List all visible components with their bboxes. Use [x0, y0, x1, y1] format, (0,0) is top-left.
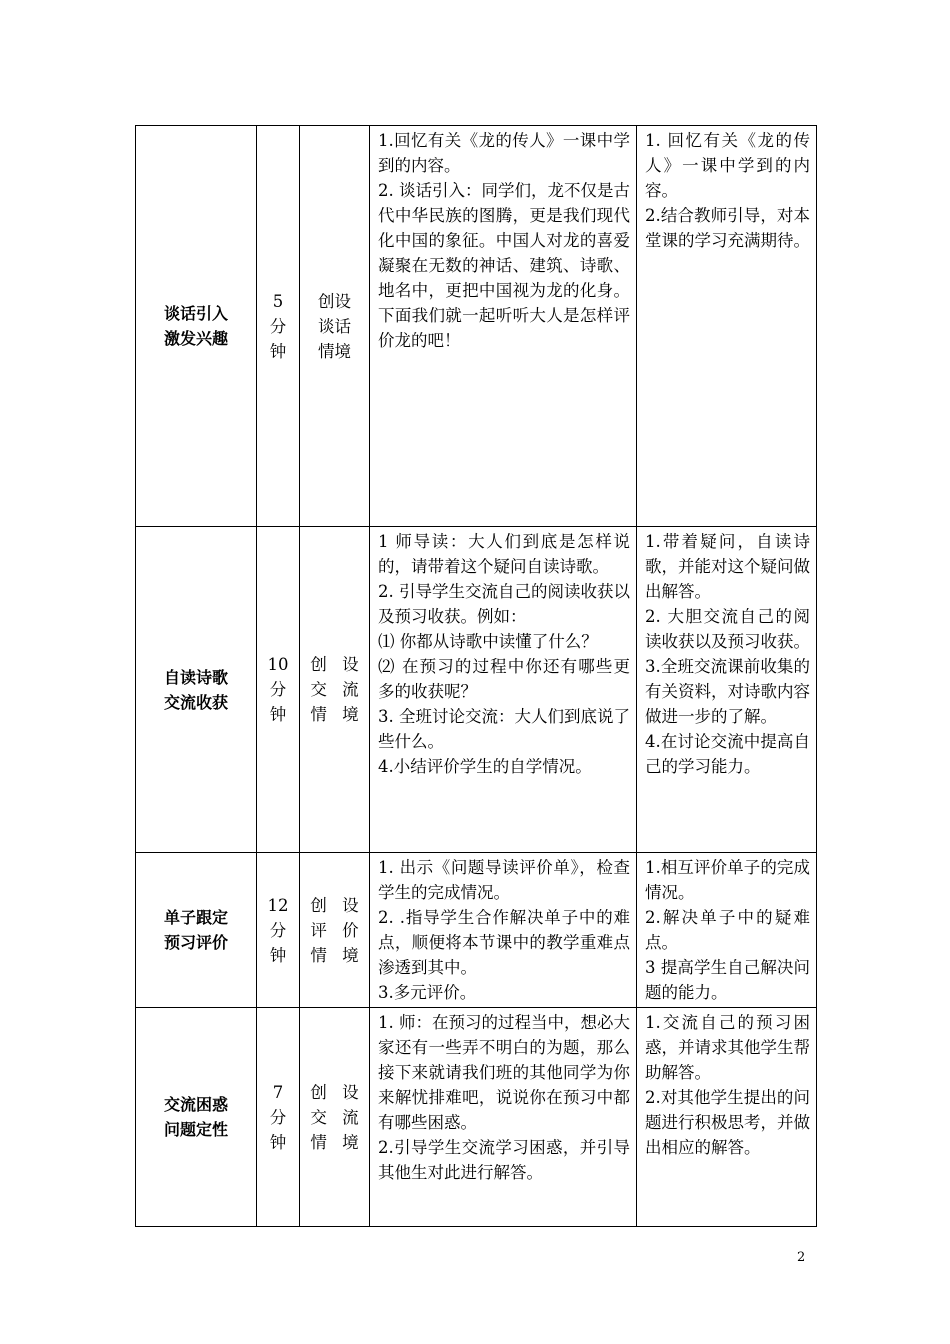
method-line: 情 境: [310, 1132, 359, 1152]
teacher-activity-item: 1. 出示《问题导读评价单》，检查学生的完成情况。: [378, 858, 630, 902]
method-line: 创 设: [310, 1082, 359, 1102]
time-cell: [257, 1008, 300, 1227]
teacher-activity-item: 2. .指导学生合作解决单子中的难点，顺便将本节课中的教学重难点渗透到其中。: [378, 908, 630, 977]
student-activity-item: 1.带着疑问，自读诗歌，并能对这个疑问做出解答。: [645, 532, 810, 601]
time-line: 钟: [269, 1132, 287, 1152]
stage-cell: [136, 1008, 257, 1227]
method-cell: [300, 853, 370, 1008]
teacher-activity-item: 1.回忆有关《龙的传人》一课中学到的内容。: [378, 131, 630, 175]
stage-line: 问题定性: [163, 1120, 228, 1139]
time-line: 12: [267, 895, 289, 915]
stage-line: 激发兴趣: [163, 329, 228, 348]
teacher-activity-item: 2. 引导学生交流自己的阅读收获以及预习收获。例如：: [378, 582, 630, 626]
table-row: [136, 126, 817, 527]
teacher-activity-item: 3. 全班讨论交流：大人们到底说了些什么。: [378, 707, 630, 751]
time-cell: [257, 527, 300, 853]
method-line: 交 流: [310, 1107, 359, 1127]
table-row: [136, 853, 817, 1008]
table-row: [136, 527, 817, 853]
student-activity-cell: [637, 527, 817, 853]
student-activity-item: 2.对其他学生提出的问题进行积极思考，并做出相应的解答。: [645, 1088, 810, 1157]
student-activity-item: 2.结合教师引导，对本堂课的学习充满期待。: [645, 206, 810, 250]
method-line: 情 境: [310, 705, 359, 724]
teacher-activity-item: 2.引导学生交流学习困惑，并引导其他生对此进行解答。: [378, 1138, 630, 1182]
stage-line: 交流收获: [163, 692, 228, 712]
student-activity-item: 3.全班交流课前收集的有关资料，对诗歌内容做进一步的了解。: [645, 657, 810, 726]
time-line: 7: [272, 1082, 284, 1102]
time-line: 钟: [269, 945, 287, 965]
method-cell: [300, 126, 370, 527]
student-activity-item: 3 提高学生自己解决问题的能力。: [645, 958, 810, 1002]
time-line: 分: [269, 920, 287, 940]
method-line: 创 设: [310, 895, 359, 915]
teacher-activity-item: ⑵ 在预习的过程中你还有哪些更多的收获呢？: [378, 657, 630, 701]
stage-line: 单子跟定: [163, 908, 228, 927]
teacher-activity-item: 4.小结评价学生的自学情况。: [378, 757, 592, 776]
student-activity-cell: [637, 853, 817, 1008]
stage-line: 预习评价: [163, 933, 228, 952]
lesson-plan-table: [135, 125, 817, 1227]
student-activity-item: 1.交流自己的预习困惑，并请求其他学生帮助解答。: [645, 1013, 810, 1082]
stage-cell: [136, 126, 257, 527]
method-cell: [300, 1008, 370, 1227]
teacher-activity-cell: [370, 527, 637, 853]
time-line: 5: [272, 291, 284, 311]
time-line: 钟: [269, 705, 287, 724]
time-line: 分: [269, 1107, 287, 1127]
teacher-activity-item: ⑴ 你都从诗歌中读懂了什么？: [378, 632, 598, 651]
time-line: 分: [269, 680, 287, 699]
teacher-activity-cell: [370, 126, 637, 527]
teacher-activity-cell: [370, 853, 637, 1008]
student-activity-item: 4.在讨论交流中提高自己的学习能力。: [645, 732, 810, 776]
method-cell: [300, 527, 370, 853]
time-line: 钟: [269, 341, 287, 361]
table-row: [136, 1008, 817, 1227]
teacher-activity-item: 3.多元评价。: [378, 983, 477, 1002]
student-activity-item: 1.相互评价单子的完成情况。: [645, 858, 810, 902]
time-cell: [257, 126, 300, 527]
time-line: 分: [269, 316, 287, 336]
time-line: 10: [267, 655, 289, 674]
teacher-activity-cell: [370, 1008, 637, 1227]
stage-line: 谈话引入: [163, 304, 228, 323]
teacher-activity-item: 1 师导读：大人们到底是怎样说的，请带着这个疑问自读诗歌。: [378, 532, 630, 576]
method-line: 评 价: [310, 920, 359, 940]
method-line: 交 流: [310, 680, 359, 699]
stage-cell: [136, 853, 257, 1008]
time-cell: [257, 853, 300, 1008]
page-number: 2: [797, 1250, 806, 1265]
stage-cell: [136, 527, 257, 853]
stage-line: 交流困惑: [163, 1095, 228, 1114]
student-activity-cell: [637, 126, 817, 527]
method-line: 情境: [318, 341, 351, 361]
stage-line: 自读诗歌: [163, 667, 228, 687]
student-activity-item: 2. 大胆交流自己的阅读收获以及预习收获。: [645, 607, 810, 651]
student-activity-item: 1. 回忆有关《龙的传人》一课中学到的内容。: [645, 131, 810, 200]
teacher-activity-item: 1. 师：在预习的过程当中，想必大家还有一些弄不明白的为题，那么接下来就请我们班的其他同学为你来解忧排难吧，说说你在预习中都有哪些困惑。: [378, 1013, 630, 1132]
student-activity-item: 2.解决单子中的疑难点。: [645, 908, 810, 952]
teacher-activity-item: 2. 谈话引入：同学们，龙不仅是古代中华民族的图腾，更是我们现代化中国的象征。中国人对龙的喜爱凝聚在无数的神话、建筑、诗歌、地名中，更把中国视为龙的化身。下面我们就一起听听大人是怎样评价龙的吧！: [378, 181, 630, 350]
student-activity-cell: [637, 1008, 817, 1227]
method-line: 谈话: [318, 316, 351, 336]
method-line: 创设: [318, 291, 351, 311]
method-line: 创 设: [310, 655, 359, 674]
method-line: 情 境: [310, 945, 359, 965]
